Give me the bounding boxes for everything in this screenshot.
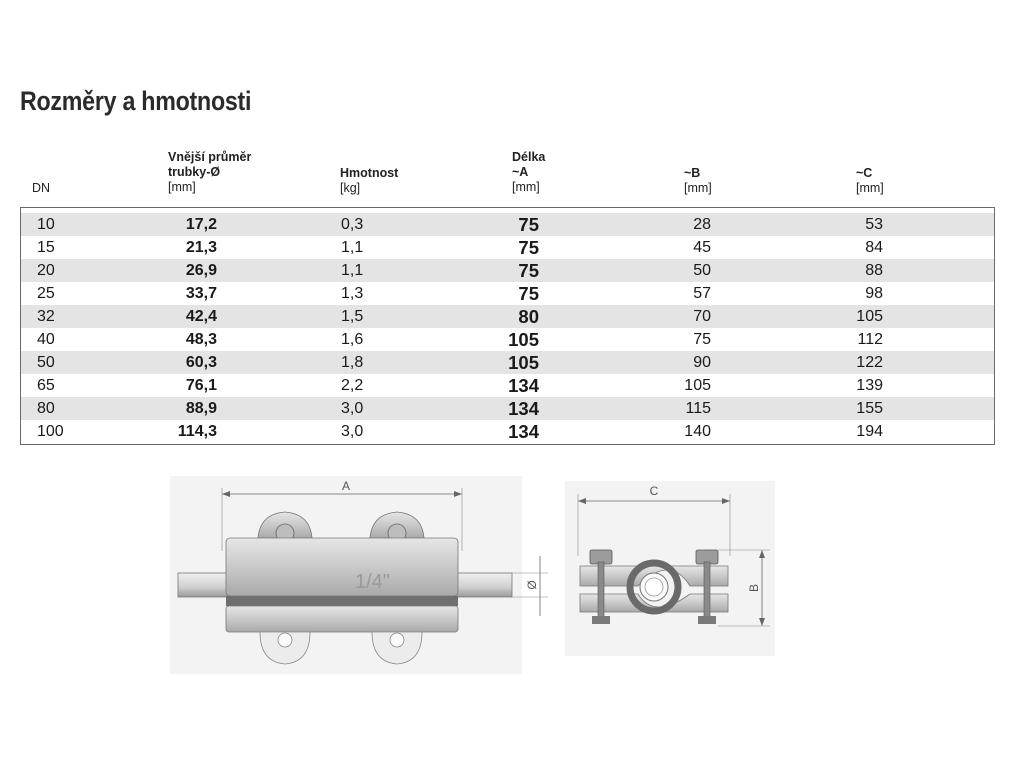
dimensions-table [20,207,995,445]
table-row: 10 17,2 0,3 75 28 53 [21,213,994,236]
table-row: 65 76,1 2,2 134 105 139 [37,375,883,396]
table-row: 25 33,7 1,3 75 57 98 [37,283,883,304]
pipe-clamp-drawing [170,476,780,676]
header-c: ~C [mm] [856,166,884,195]
dimension-a-label: A [341,479,351,493]
table-row: 80 88,9 3,0 134 115 155 [21,397,994,420]
table-row: 20 26,9 1,1 75 50 88 [21,259,994,282]
table-row: 100 114,3 3,0 134 140 194 [37,421,883,442]
table-row: 50 60,3 1,8 105 90 122 [21,351,994,374]
header-length-a: Délka ~A [mm] [512,150,546,194]
header-weight: Hmotnost [kg] [340,166,399,195]
page-title: Rozměry a hmotnosti [20,86,252,116]
table-row: 32 42,4 1,5 80 70 105 [21,305,994,328]
dimension-c-label: C [649,484,659,498]
table-row: 40 48,3 1,6 105 75 112 [37,329,883,350]
dimension-b-label: B [747,583,761,593]
header-outer-diameter: Vnější průměr trubky-Ø [mm] [168,150,252,194]
header-dn: DN [32,181,51,195]
clamp-body-text: 1/4" [355,571,390,593]
header-b: ~B [mm] [684,166,712,195]
dimension-diameter-label: Ø [525,580,539,590]
table-row: 15 21,3 1,1 75 45 84 [37,237,883,258]
